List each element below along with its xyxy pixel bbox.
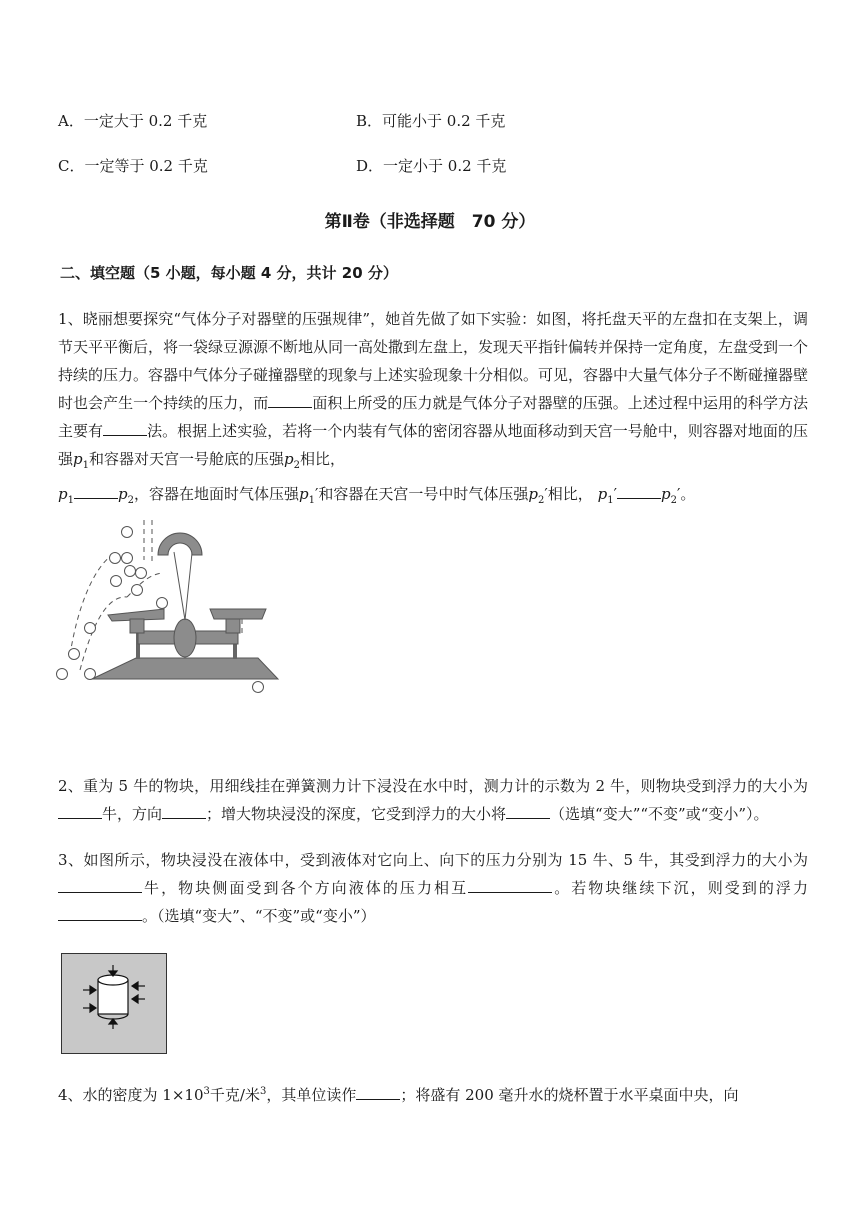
answer-blank[interactable] [617,482,661,499]
section-subtitle: 二、填空题（5 小题，每小题 4 分，共计 20 分） [60,264,398,282]
question-2: 2、重为 5 牛的物块，用细线挂在弹簧测力计下浸没在水中时，测力计的示数为 2 牛，则物块受到浮力的大小为牛，方向 ；增大物块浸没的深度，它受到浮力的大小将 （选填“变大”“不变”或“变小”）。 [58,777,808,823]
answer-blank[interactable] [268,391,312,408]
answer-blank[interactable] [58,802,102,819]
answer-blank[interactable] [506,802,550,819]
answer-blank[interactable] [74,482,118,499]
option-b: B．可能小于 0.2 千克 [356,112,506,130]
answer-blank[interactable] [58,876,142,893]
option-a: A．一定大于 0.2 千克 [58,112,208,130]
question-1: 1、晓丽想要探究“气体分子对器壁的压强规律”，她首先做了如下实验：如图，将托盘天平的左盘扣在支架上，调节天平平衡后，将一袋绿豆源源不断地从同一高处撒到左盘上，发现天平指针偏转并保持一定角度，左盘受到一个持续的压力。容器中气体分子碰撞器壁的现象与上述实验现象十分相似。可见，容器中大量气体分子不断碰撞器壁时也会产生一个持续的压力，而 面积上所受的压力就是气体分子对器壁的压强。上述过程中运用的科学方法主要有 法。根据上述实验，若将一个内装有气体的密闭容器从地面移动到天宫一号舱中，则容器对地面的压强$p_1$和容器对天宫一号舱底的压强$p_2$相比， $p_1$ $p_2$，容器在地面时气体压强$p_1'$和容器在天宫一号中时气体压强$p_2'$相比， $p_1'$ $p_2'$。 [58,310,809,506]
option-c: C．一定等于 0.2 千克 [58,157,208,175]
section-title: 第Ⅱ卷（非选择题 70 分） [324,212,536,232]
question-4: 4、水的密度为 $1\times 10^3$千克/米$^3$，其单位读作 ；将盛有 200 毫升水的烧杯置于水平桌面中央，向 [58,1078,808,1109]
option-d: D．一定小于 0.2 千克 [356,157,507,175]
balance-figure [52,515,284,697]
question-3: 3、如图所示，物块浸没在液体中，受到液体对它向上、向下的压力分别为 15 牛、5 牛，其受到浮力的大小为牛，物块侧面受到各个方向液体的压力相互 。若物块继续下沉，则受到的浮力。（选填“变大”、“不变”或“变小”） [58,851,808,925]
submerged-block-figure [61,953,167,1054]
answer-blank[interactable] [58,904,142,921]
answer-blank[interactable] [103,419,147,436]
answer-blank[interactable] [468,876,552,893]
answer-blank[interactable] [356,1083,400,1100]
answer-blank[interactable] [162,802,206,819]
